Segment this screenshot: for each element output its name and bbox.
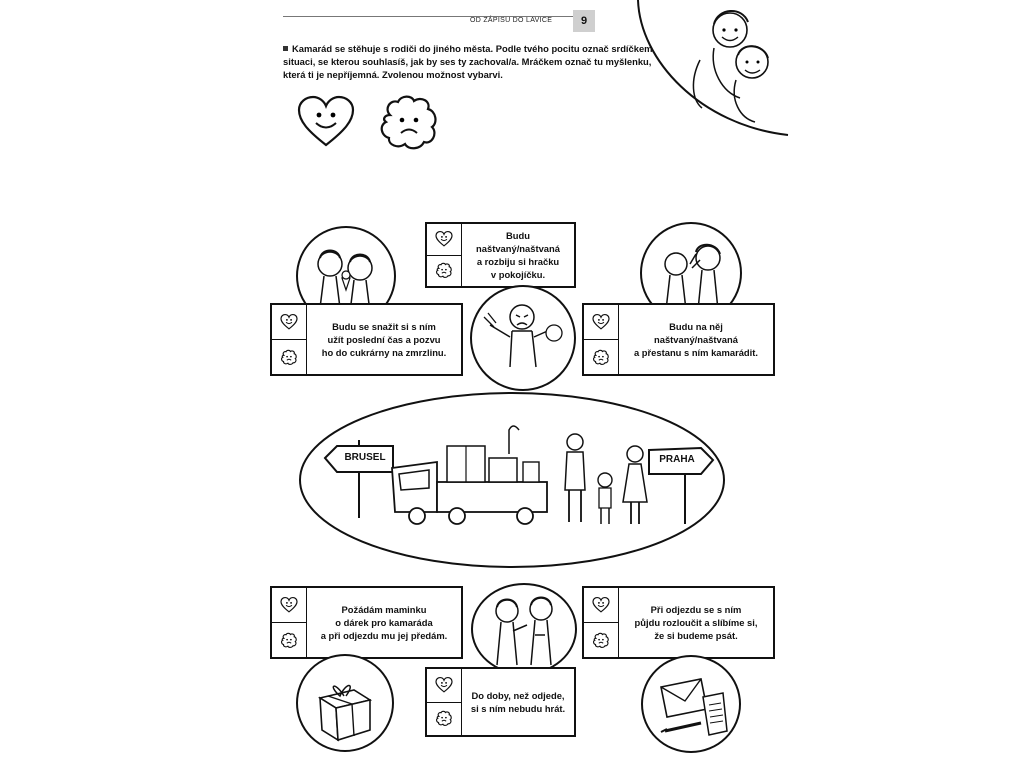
option-card-noplay[interactable] xyxy=(425,667,576,737)
heart-mark-slot[interactable] xyxy=(272,588,306,622)
cloud-mark-slot[interactable] xyxy=(272,622,306,657)
legend-cloud-icon xyxy=(376,93,442,153)
option-text: Budu na něj naštvaný/naštvaná a přestanu s ním kamarádit. xyxy=(633,321,758,358)
header-title: OD ZÁPISU DO LAVICE xyxy=(470,17,553,24)
page-number: 9 xyxy=(573,10,595,32)
cloud-mark-slot[interactable] xyxy=(272,339,306,374)
option-text: Při odjezdu se s ním půjdu rozloučit a slíbíme si, že si budeme psát. xyxy=(634,604,758,641)
moving-scene-oval xyxy=(297,390,727,570)
cloud-mark-slot[interactable] xyxy=(427,255,461,287)
sign-brusel: BRUSEL xyxy=(344,452,386,463)
option-text: Budu naštvaný/naštvaná a rozbiju si hračku v pokojíčku. xyxy=(476,230,560,280)
option-card-promise[interactable] xyxy=(582,586,775,659)
heart-mark-slot[interactable] xyxy=(427,224,461,255)
instruction-body: Kamarád se stěhuje s rodiči do jiného města. Podle tvého pocitu označ srdíčkem situaci, se kterou souhlasíš, jak by ses ty zachoval/a. Mráčkem označ tu myšlenku, která ti je nepříjemná. Zvolenou možnost vybarvi. xyxy=(283,43,653,80)
bullet-icon xyxy=(283,46,288,51)
sign-praha: PRAHA xyxy=(659,454,695,465)
cloud-mark-slot[interactable] xyxy=(584,339,618,374)
option-card-angry[interactable] xyxy=(425,222,576,288)
arguing-boys-illustration xyxy=(471,583,577,675)
option-text: Do doby, než odjede, si s ním nebudu hrát. xyxy=(470,690,566,714)
option-card-upset[interactable] xyxy=(582,303,775,376)
option-card-icecream[interactable] xyxy=(270,303,463,376)
heart-mark-slot[interactable] xyxy=(584,305,618,339)
letter-illustration xyxy=(641,655,741,753)
angry-boy-illustration xyxy=(470,285,576,391)
cloud-mark-slot[interactable] xyxy=(584,622,618,657)
instruction-text xyxy=(283,42,663,81)
heart-mark-slot[interactable] xyxy=(584,588,618,622)
heart-mark-slot[interactable] xyxy=(272,305,306,339)
option-text: Budu se snažit si s ním užít poslední čas a pozvu ho do cukrárny na zmrzlinu. xyxy=(321,321,447,358)
heart-mark-slot[interactable] xyxy=(427,669,461,702)
option-card-gift[interactable] xyxy=(270,586,463,659)
gift-illustration xyxy=(296,654,394,752)
cloud-mark-slot[interactable] xyxy=(427,702,461,736)
option-text: Požádám maminku o dárek pro kamaráda a při odjezdu mu jej předám. xyxy=(320,604,448,641)
legend-heart-icon xyxy=(296,95,356,149)
